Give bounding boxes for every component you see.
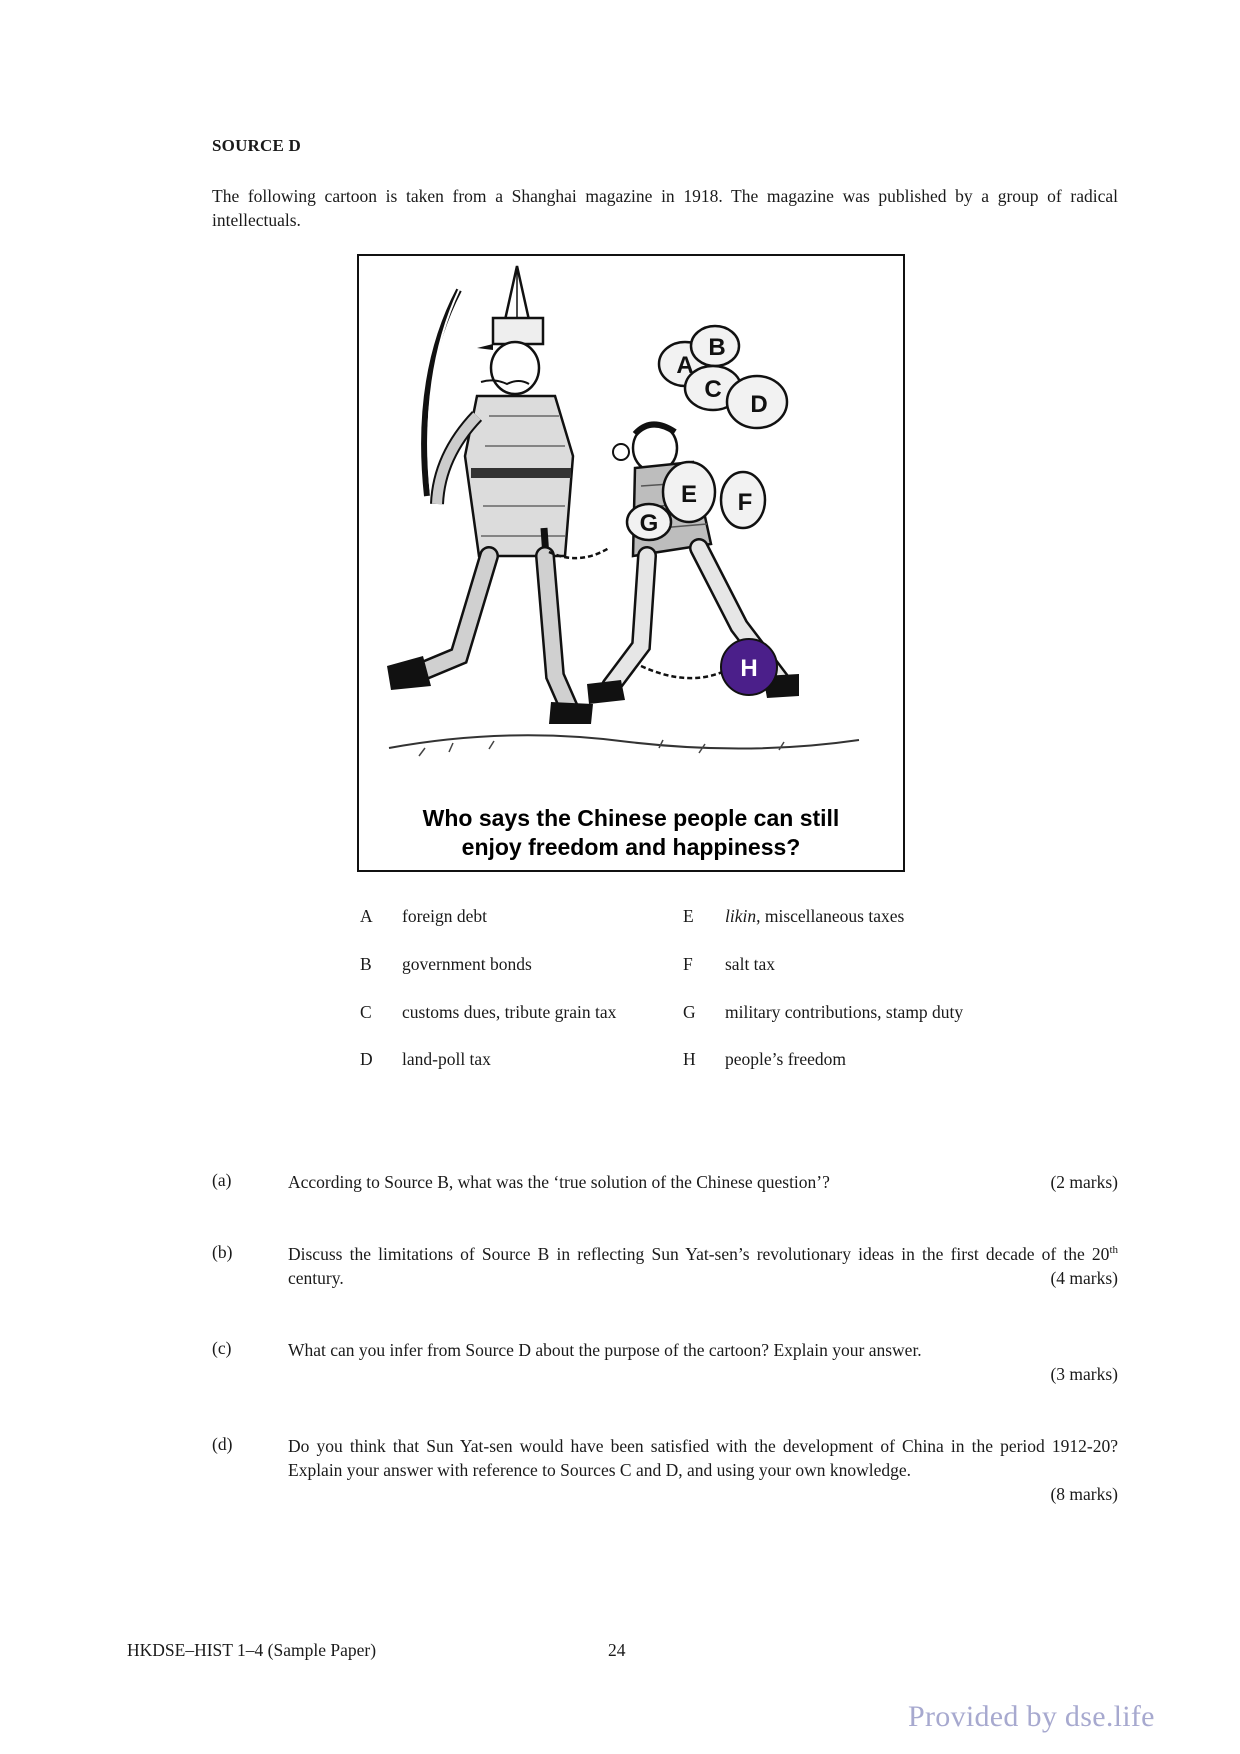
question-label: (b)	[212, 1242, 233, 1262]
legend-key: F	[683, 954, 693, 974]
legend-key: B	[360, 954, 372, 974]
cartoon-caption	[359, 804, 903, 862]
watermark-link[interactable]: Provided by dse.life	[908, 1700, 1155, 1733]
legend-key: A	[360, 906, 373, 926]
bag-label-f: F	[737, 489, 753, 516]
question-label: (d)	[212, 1434, 233, 1454]
question-text: According to Source B, what was the ‘true solution of the Chinese question’?	[288, 1172, 830, 1192]
source-heading: SOURCE D	[212, 136, 301, 155]
footer-paper-title: HKDSE–HIST 1–4 (Sample Paper)	[127, 1640, 377, 1660]
ball-label-h: H	[740, 655, 758, 682]
cartoon-illustration	[359, 256, 902, 796]
question-label: (a)	[212, 1170, 232, 1190]
bag-label-d: D	[750, 391, 768, 418]
legend-text	[725, 906, 904, 927]
bag-label-c: C	[704, 376, 722, 403]
question-text	[288, 1242, 1118, 1290]
question-text-main: Discuss the limitations of Source B in reflecting Sun Yat-sen’s revolutionary ideas in the first decade of the 20	[288, 1244, 1110, 1264]
legend-text: land-poll tax	[402, 1049, 491, 1069]
legend-text: military contributions, stamp duty	[725, 1002, 964, 1022]
legend-key: G	[683, 1002, 696, 1022]
bag-label-e: E	[680, 481, 698, 508]
legend-key: C	[360, 1002, 372, 1022]
legend-key: H	[683, 1049, 696, 1069]
bag-label-a: A	[676, 352, 694, 379]
question-text: Do you think that Sun Yat-sen would have been satisfied with the development of China in the period 1912-20? Explain your answer with reference to Sources C and D, and using your own knowledge.	[288, 1436, 1118, 1480]
caption-line-2: enjoy freedom and happiness?	[461, 834, 801, 860]
legend-text-rest: , miscellaneous taxes	[756, 906, 905, 926]
cartoon-figure	[357, 254, 905, 872]
question-marks: (4 marks)	[1050, 1268, 1118, 1288]
question-text-end: century.	[288, 1268, 344, 1288]
question-text: What can you infer from Source D about the purpose of the cartoon? Explain your answer.	[288, 1340, 922, 1360]
legend-text: customs dues, tribute grain tax	[402, 1002, 617, 1022]
legend-text: salt tax	[725, 954, 776, 974]
question-label: (c)	[212, 1338, 232, 1358]
question-marks: (8 marks)	[1050, 1484, 1118, 1504]
legend-text: government bonds	[402, 954, 532, 974]
bag-label-b: B	[708, 334, 726, 361]
question-marks: (3 marks)	[1050, 1364, 1118, 1384]
legend-key: D	[360, 1049, 373, 1069]
legend-text-italic: likin	[725, 906, 757, 926]
bag-label-g: G	[639, 510, 659, 537]
question-text-sup: th	[1109, 1244, 1118, 1257]
caption-line-1: Who says the Chinese people can still	[422, 805, 840, 831]
legend-key: E	[683, 906, 694, 926]
source-intro: The following cartoon is taken from a Shanghai magazine in 1918. The magazine was published by a group of radical intellectuals.	[212, 186, 1118, 230]
legend-text: people’s freedom	[725, 1049, 846, 1069]
legend-text: foreign debt	[402, 906, 488, 926]
page-number: 24	[608, 1640, 626, 1660]
question-marks: (2 marks)	[1050, 1172, 1118, 1192]
